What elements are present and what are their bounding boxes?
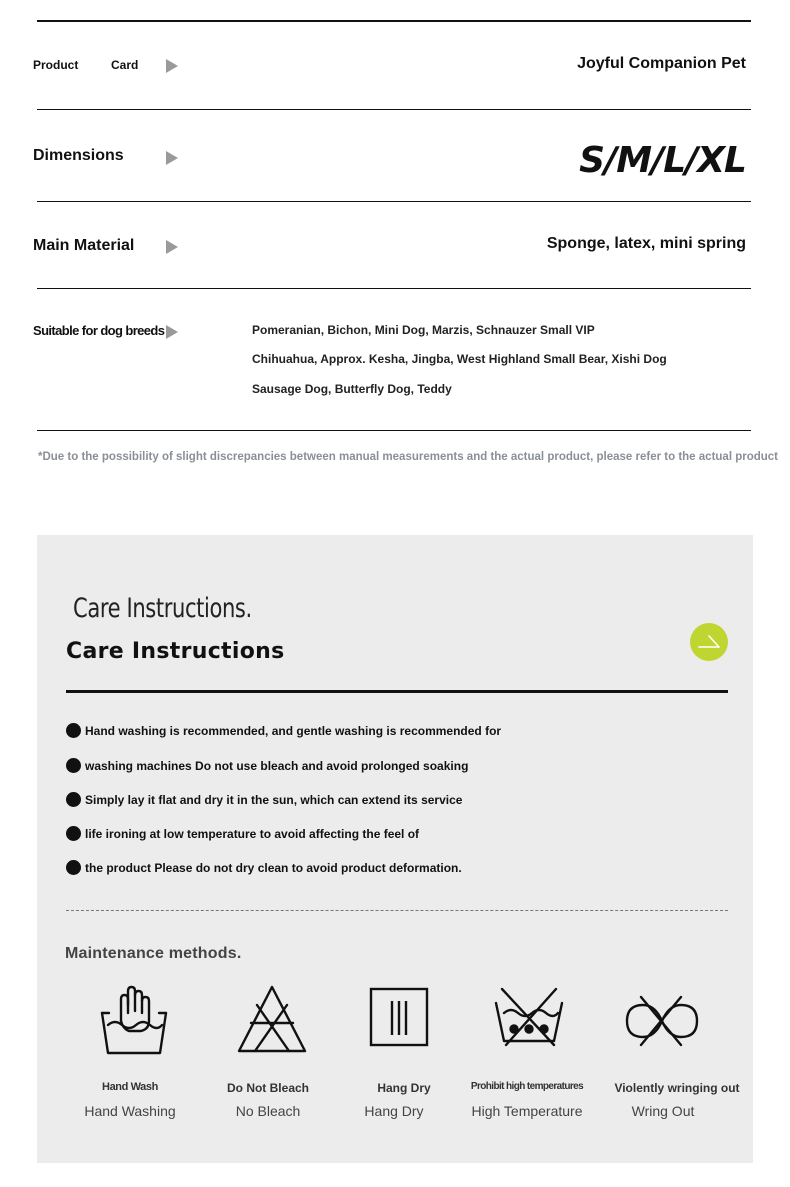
care-panel bbox=[37, 535, 753, 1163]
bullet-icon bbox=[66, 758, 81, 773]
hang-dry-caption: Hang Dry bbox=[377, 1081, 431, 1095]
product-label: Product bbox=[33, 58, 79, 72]
hang-dry-subcaption: Hang Dry bbox=[364, 1103, 424, 1119]
care-title-script: Care Instructions. bbox=[73, 593, 252, 624]
no-bleach-caption: Do Not Bleach bbox=[226, 1081, 309, 1095]
high-temperature-subcaption: High Temperature bbox=[471, 1103, 583, 1119]
main-material-label: Main Material bbox=[33, 237, 135, 254]
care-item bbox=[66, 793, 462, 808]
dimensions-value: S/M/L/XL bbox=[579, 140, 746, 181]
bullet-icon bbox=[66, 826, 81, 841]
main-material-value: Sponge, latex, mini spring bbox=[546, 235, 746, 252]
hand-wash-caption: Hand Wash bbox=[102, 1081, 158, 1093]
bullet-icon bbox=[66, 792, 81, 807]
card-label: Card bbox=[111, 58, 139, 72]
wring-out-caption: Violently wringing out bbox=[614, 1081, 740, 1095]
breed-line: Chihuahua, Approx. Kesha, Jingba, West Highland Small Bear, Xishi Dog bbox=[252, 352, 667, 366]
care-title-rule bbox=[66, 690, 728, 693]
measurement-note: *Due to the possibility of slight discrepancies between manual measurements and the actual product, please refer to the actual product bbox=[38, 451, 779, 463]
row-divider bbox=[37, 201, 751, 202]
no-high-temperature-icon bbox=[492, 983, 566, 1057]
top-rule bbox=[37, 20, 751, 22]
breed-line: Sausage Dog, Butterfly Dog, Teddy bbox=[252, 382, 452, 396]
hand-wash-icon bbox=[97, 983, 171, 1057]
care-item-text: the product Please do not dry clean to avoid product deformation. bbox=[85, 861, 462, 875]
no-wringing-icon bbox=[623, 983, 697, 1057]
wring-out-subcaption: Wring Out bbox=[631, 1103, 695, 1119]
dimensions-label: Dimensions bbox=[33, 147, 124, 164]
breeds-label: Suitable for dog breeds bbox=[33, 323, 165, 338]
care-item bbox=[66, 759, 468, 774]
dashed-divider bbox=[66, 910, 728, 911]
care-item bbox=[66, 827, 419, 842]
row-divider bbox=[37, 109, 751, 110]
bullet-icon bbox=[66, 723, 81, 738]
row-divider bbox=[37, 430, 751, 431]
no-bleach-icon bbox=[235, 983, 309, 1057]
care-item bbox=[66, 724, 501, 739]
arrow-right-icon bbox=[166, 151, 178, 165]
care-item-text: Hand washing is recommended, and gentle washing is recommended for bbox=[85, 724, 502, 738]
arrow-right-icon bbox=[166, 325, 178, 339]
arrow-right-icon bbox=[166, 240, 178, 254]
care-item-text: Simply lay it flat and dry it in the sun, which can extend its service bbox=[85, 793, 463, 807]
high-temperature-caption: Prohibit high temperatures bbox=[470, 1081, 584, 1092]
maintenance-title: Maintenance methods. bbox=[65, 945, 242, 962]
care-item-text: washing machines Do not use bleach and avoid prolonged soaking bbox=[85, 759, 469, 773]
hand-wash-subcaption: Hand Washing bbox=[84, 1103, 176, 1119]
hanger-icon bbox=[690, 623, 728, 661]
care-item-text: life ironing at low temperature to avoid affecting the feel of bbox=[85, 827, 420, 841]
no-bleach-subcaption: No Bleach bbox=[235, 1103, 301, 1119]
bullet-icon bbox=[66, 860, 81, 875]
breed-line: Pomeranian, Bichon, Mini Dog, Marzis, Schnauzer Small VIP bbox=[252, 323, 595, 337]
arrow-right-icon bbox=[166, 59, 178, 73]
care-title: Care Instructions bbox=[66, 639, 285, 664]
product-card-value: Joyful Companion Pet bbox=[577, 55, 746, 72]
hang-dry-icon bbox=[364, 983, 438, 1057]
row-divider bbox=[37, 288, 751, 289]
care-item bbox=[66, 861, 462, 876]
